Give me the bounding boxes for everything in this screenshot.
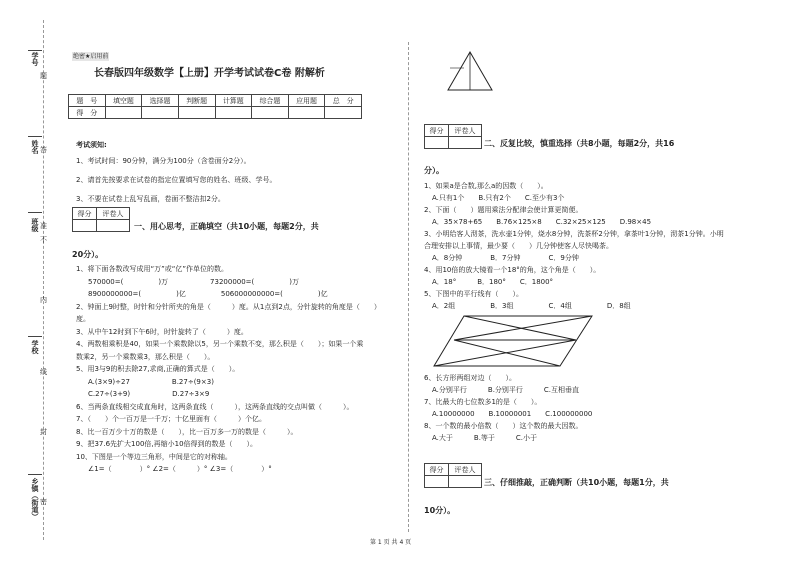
score-row-label: 得 分 bbox=[69, 107, 106, 119]
section2-title: 二、反复比较，慎重选择（共8小题，每题2分，共16 bbox=[484, 139, 675, 148]
section3-title: 三、仔细推敲，正确判断（共10小题，每题1分，共 bbox=[484, 478, 669, 487]
question-line: 3、从中午12时到下午6时，时针旋转了（ ）度。 bbox=[76, 328, 248, 336]
question-line: 6、长方形两组对边（ ）。 bbox=[424, 374, 516, 382]
notes-title: 考试须知: bbox=[76, 141, 107, 149]
grader-reviewer-label: 评卷人 bbox=[449, 464, 482, 476]
cut-line bbox=[43, 20, 44, 540]
score-head-cell: 题 号 bbox=[69, 95, 106, 107]
question-line: 数乘2，另一个乘数乘3，那么积是（ ）。 bbox=[76, 353, 215, 361]
question-line: 570000=( )万 73200000=( )万 bbox=[88, 278, 300, 286]
confidential-stamp: 绝密★启用前 bbox=[73, 53, 109, 60]
question-line: A．18° B．180° C．1800° bbox=[432, 278, 554, 286]
question-line: 7、（ ）个一百万是一千万；十亿里面有（ ）个亿。 bbox=[76, 415, 266, 423]
question-line: 2、钟面上9时整，时针和分针所夹的角是（ ）度。从1点到2点，分针旋转的角度是（ ） bbox=[76, 303, 381, 311]
section1-title-cont: 20分）。 bbox=[72, 250, 104, 259]
class-label: 班级 bbox=[31, 218, 39, 232]
question-line: 2、下面（ ）题用乘法分配律会使计算更简便。 bbox=[424, 206, 583, 214]
grader-score-cell[interactable] bbox=[425, 137, 449, 149]
score-head-cell: 综合题 bbox=[252, 95, 289, 107]
binding-margin bbox=[0, 0, 58, 565]
question-line: 4、两数相乘积是40，如果一个乘数除以5，另一个乘数不变，那么积是（ ）；如果一个乘 bbox=[76, 340, 364, 348]
section2-title-cont: 分）。 bbox=[424, 166, 444, 175]
question-line: A.分别平行 B.分别平行 C.互相垂直 bbox=[432, 386, 580, 394]
note-item: 3、不要在试卷上乱写乱画，卷面不整洁扣2分。 bbox=[76, 195, 225, 203]
question-line: 合理安排以上事情，最少要（ ）几分钟使客人尽快喝茶。 bbox=[424, 242, 613, 250]
cut-char: 准 bbox=[40, 222, 47, 230]
cut-char: 密 bbox=[40, 498, 47, 506]
score-head-cell: 应用题 bbox=[288, 95, 325, 107]
cut-char: 封 bbox=[40, 428, 47, 436]
score-head-cell: 填空题 bbox=[105, 95, 142, 107]
grader-box bbox=[424, 124, 482, 149]
question-line: 8900000000=( )亿 506000000000=( )亿 bbox=[88, 290, 328, 298]
question-line: C.27÷(3+9) D.27÷3×9 bbox=[88, 390, 210, 398]
column-divider bbox=[408, 42, 409, 532]
question-line: 9、把37.6先扩大100倍,再缩小10倍得到的数是（ ）。 bbox=[76, 440, 258, 448]
page-title: 长春版四年级数学【上册】开学考试试卷C卷 附解析 bbox=[94, 68, 325, 79]
section1-title: 一、用心思考，正确填空（共10小题，每题2分，共 bbox=[134, 222, 319, 231]
cut-char: 线 bbox=[40, 368, 47, 376]
name-label: 姓名 bbox=[31, 140, 39, 154]
parallel-lines-figure bbox=[432, 314, 594, 368]
question-line: 10、下图是一个等边三角形，中间是它的对称轴。 bbox=[76, 453, 232, 461]
score-head-cell: 判断题 bbox=[178, 95, 215, 107]
section3-title-cont: 10分）。 bbox=[424, 506, 456, 515]
score-cell[interactable] bbox=[215, 107, 252, 119]
score-table bbox=[68, 94, 362, 119]
score-cell[interactable] bbox=[288, 107, 325, 119]
question-line: 6、当两条直线相交成直角时，这两条直线（ ），这两条直线的交点叫做（ ）。 bbox=[76, 403, 354, 411]
grader-score-label: 得分 bbox=[73, 208, 97, 220]
question-line: A．2组 B．3组 C．4组 D．8组 bbox=[432, 302, 631, 310]
question-line: 5、下图中的平行线有（ ）。 bbox=[424, 290, 523, 298]
cut-char: 答 bbox=[40, 146, 47, 154]
score-head-cell: 总 分 bbox=[325, 95, 362, 107]
school-label: 学校 bbox=[31, 340, 39, 354]
score-cell[interactable] bbox=[105, 107, 142, 119]
question-line: 4、用10倍的放大镜看一个18°的角，这个角是（ ）。 bbox=[424, 266, 601, 274]
score-cell[interactable] bbox=[142, 107, 179, 119]
grader-score-cell[interactable] bbox=[425, 476, 449, 488]
question-line: A.10000000 B.10000001 C.100000000 bbox=[432, 410, 593, 418]
score-cell[interactable] bbox=[325, 107, 362, 119]
grader-score-label: 得分 bbox=[425, 125, 449, 137]
grader-box bbox=[72, 207, 130, 232]
cut-char: 不 bbox=[40, 236, 47, 244]
grader-reviewer-label: 评卷人 bbox=[449, 125, 482, 137]
note-item: 2、请首先按要求在试卷的指定位置填写您的姓名、班级、学号。 bbox=[76, 176, 277, 184]
question-line: A.大于 B.等于 C.小于 bbox=[432, 434, 538, 442]
cut-char: 题 bbox=[40, 72, 47, 80]
note-item: 1、考试时间：90分钟，满分为100分（含卷面分2分）。 bbox=[76, 157, 251, 165]
grader-reviewer-cell[interactable] bbox=[449, 137, 482, 149]
grader-score-cell[interactable] bbox=[73, 220, 97, 232]
grader-reviewer-label: 评卷人 bbox=[97, 208, 130, 220]
question-line: 7、比最大的七位数多1的是（ ）。 bbox=[424, 398, 542, 406]
grader-score-label: 得分 bbox=[425, 464, 449, 476]
question-line: A．8分钟 B．7分钟 C．9分钟 bbox=[432, 254, 579, 262]
question-line: 度。 bbox=[76, 315, 90, 323]
question-line: 3、小明给客人沏茶，洗水壶1分钟，烧水8分钟，洗茶杯2分钟，拿茶叶1分钟，沏茶1分钟。小明 bbox=[424, 230, 724, 238]
question-line: A．35×78+65 B.76×125×8 C.32×25×125 D.98×45 bbox=[432, 218, 652, 226]
question-line: 1、将下面各数改写成用“万”或“亿”作单位的数。 bbox=[76, 265, 228, 273]
score-head-cell: 计算题 bbox=[215, 95, 252, 107]
question-line: A.(3×9)÷27 B.27÷(9×3) bbox=[88, 378, 214, 386]
score-cell[interactable] bbox=[252, 107, 289, 119]
score-head-cell: 选择题 bbox=[142, 95, 179, 107]
page-number: 第 1 页 共 4 页 bbox=[370, 539, 412, 546]
question-line: ∠1=（ ）° ∠2=（ ）° ∠3=（ ）° bbox=[88, 465, 272, 473]
town-label: 乡镇（街道） bbox=[31, 478, 39, 520]
score-cell[interactable] bbox=[178, 107, 215, 119]
grader-box bbox=[424, 463, 482, 488]
question-line: 5、用3与9的积去除27,求商,正确的算式是（ ）。 bbox=[76, 365, 240, 373]
cut-char: 内 bbox=[40, 296, 47, 304]
student-id-label: 学号 bbox=[31, 52, 39, 66]
triangle-figure bbox=[444, 50, 496, 96]
grader-reviewer-cell[interactable] bbox=[97, 220, 130, 232]
question-line: A.只有1个 B.只有2个 C.至少有3个 bbox=[432, 194, 565, 202]
question-line: 8、比一百万少十万的数是（ ），比一百万多一万的数是（ ）。 bbox=[76, 428, 298, 436]
question-line: 1、如果a是合数,那么a的因数（ ）。 bbox=[424, 182, 548, 190]
grader-reviewer-cell[interactable] bbox=[449, 476, 482, 488]
question-line: 8、一个数的最小倍数（ ）这个数的最大因数。 bbox=[424, 422, 583, 430]
